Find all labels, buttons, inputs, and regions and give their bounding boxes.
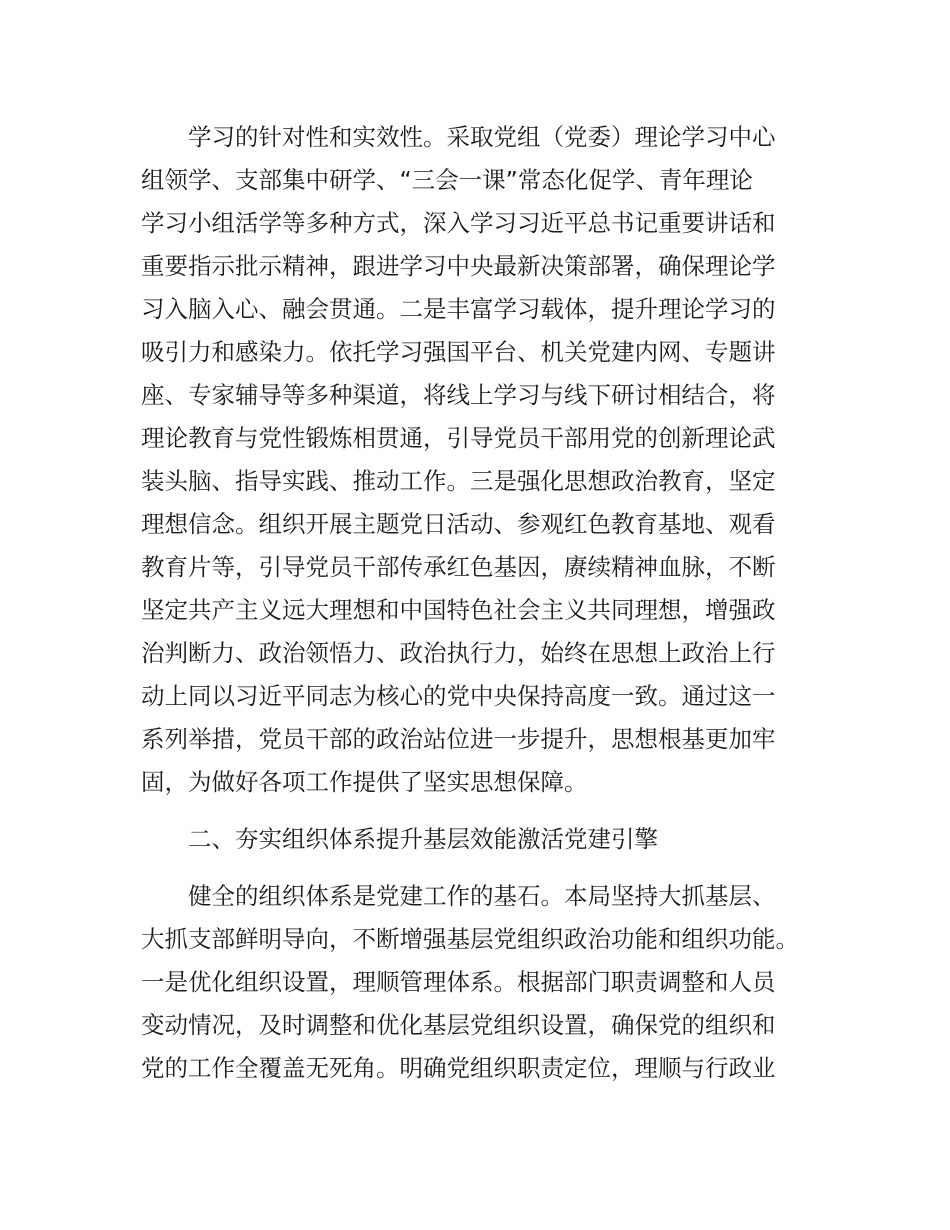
paragraph-line: 装头脑、指导实践、推动工作。三是强化思想政治教育，坚定 xyxy=(141,467,776,495)
paragraph-line: 变动情况，及时调整和优化基层党组织设置，确保党的组织和 xyxy=(141,1011,776,1039)
paragraph-line: 一是优化组织设置，理顺管理体系。根据部门职责调整和人员 xyxy=(141,968,776,996)
paragraph-line: 动上同以习近平同志为核心的党中央保持高度一致。通过这一 xyxy=(141,682,776,710)
paragraph-line: 党的工作全覆盖无死角。明确党组织职责定位，理顺与行政业 xyxy=(141,1054,776,1082)
paragraph-line: 吸引力和感染力。依托学习强国平台、机关党建内网、专题讲 xyxy=(141,338,776,366)
paragraph-line: 座、专家辅导等多种渠道，将线上学习与线下研讨相结合，将 xyxy=(141,381,776,409)
paragraph-line: 习入脑入心、融会贯通。二是丰富学习载体，提升理论学习的 xyxy=(141,295,776,323)
paragraph-line: 系列举措，党员干部的政治站位进一步提升，思想根基更加牢 xyxy=(141,725,776,753)
paragraph-line: 大抓支部鲜明导向，不断增强基层党组织政治功能和组织功能。 xyxy=(141,925,799,953)
paragraph-line: 组领学、支部集中研学、“三会一课”常态化促学、青年理论 xyxy=(141,166,753,194)
paragraph-line: 治判断力、政治领悟力、政治执行力，始终在思想上政治上行 xyxy=(141,639,776,667)
paragraph-line: 学习小组活学等多种方式，深入学习习近平总书记重要讲话和 xyxy=(141,209,776,237)
paragraph-line: 固，为做好各项工作提供了坚实思想保障。 xyxy=(141,768,588,796)
section-heading: 二、夯实组织体系提升基层效能激活党建引擎 xyxy=(188,825,658,853)
paragraph-line: 理想信念。组织开展主题党日活动、参观红色教育基地、观看 xyxy=(141,510,776,538)
paragraph-line: 教育片等，引导党员干部传承红色基因，赓续精神血脉，不断 xyxy=(141,553,776,581)
paragraph-line: 坚定共产主义远大理想和中国特色社会主义共同理想，增强政 xyxy=(141,596,776,624)
paragraph-line: 健全的组织体系是党建工作的基石。本局坚持大抓基层、 xyxy=(188,882,776,910)
paragraph-line: 学习的针对性和实效性。采取党组（党委）理论学习中心 xyxy=(188,123,776,151)
paragraph-line: 理论教育与党性锻炼相贯通，引导党员干部用党的创新理论武 xyxy=(141,424,776,452)
paragraph-line: 重要指示批示精神，跟进学习中央最新决策部署，确保理论学 xyxy=(141,252,776,280)
